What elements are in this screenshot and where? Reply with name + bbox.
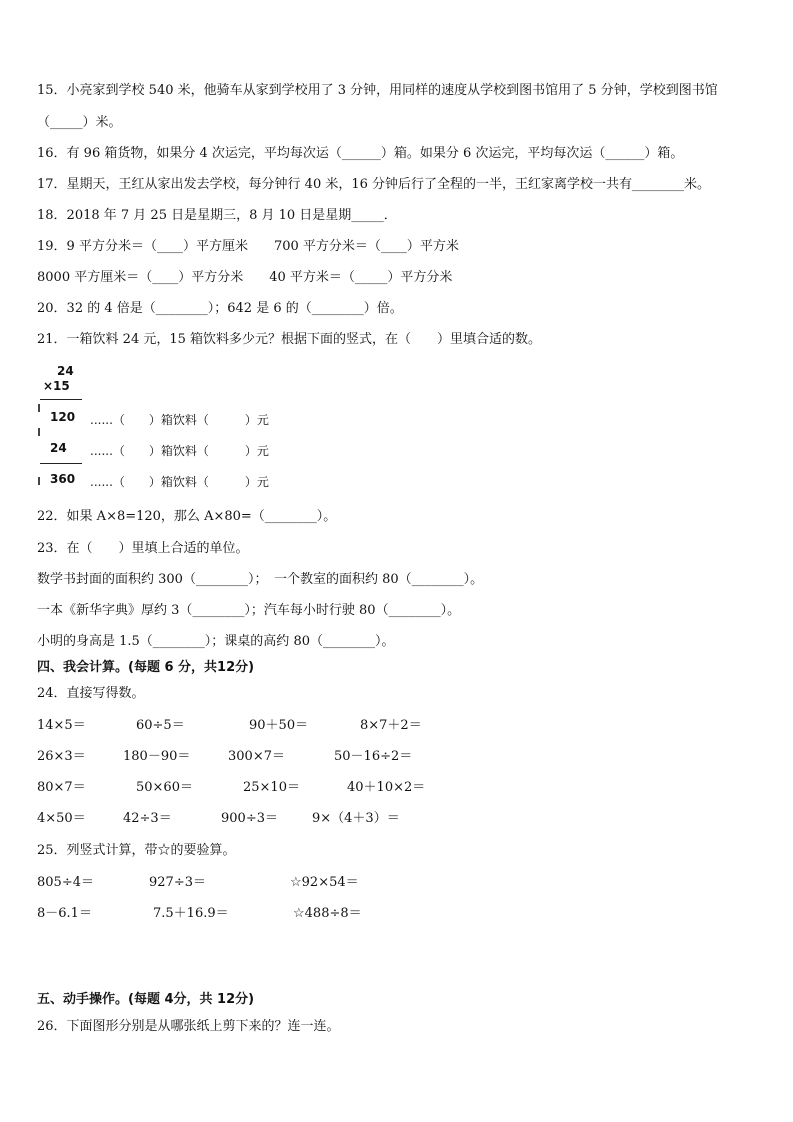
question-23: 23．在（ ）里填上合适的单位。 (37, 541, 249, 556)
q25-item: ☆488÷8＝ (293, 906, 362, 921)
question-19-line1: 19．9 平方分米＝（____）平方厘米 700 平方分米＝（____）平方米 (37, 239, 459, 254)
partial-product-2: 24 (50, 441, 67, 455)
section-5-heading: 五、动手操作。(每题 4分，共 12分) (37, 992, 255, 1007)
question-24: 24．直接写得数。 (37, 686, 145, 701)
q24-item: 90＋50＝ (249, 718, 309, 733)
question-18: 18．2018 年 7 月 25 日是星期三，8 月 10 日是星期_____． (37, 208, 397, 223)
q24-item: 180－90＝ (123, 749, 191, 764)
q25-item: 8－6.1＝ (37, 906, 92, 921)
question-25: 25．列竖式计算，带☆的要验算。 (37, 843, 236, 858)
q24-item: 42÷3＝ (123, 811, 172, 826)
q24-item: 9×（4＋3）＝ (312, 811, 400, 826)
note-row-1: ......（ ）箱饮料（ ）元 (90, 413, 269, 427)
q24-item: 25×10＝ (243, 780, 300, 795)
partial-product-1: 120 (50, 410, 76, 424)
question-23-item-c: 小明的身高是 1.5（________）；课桌的高约 80（________）。 (37, 634, 395, 649)
q24-item: 50×60＝ (136, 780, 193, 795)
question-21: 21．一箱饮料 24 元，15 箱饮料多少元？根据下面的竖式，在（ ）里填合适的数。 (37, 332, 542, 347)
q24-item: 900÷3＝ (221, 811, 278, 826)
multiplicand: 24 (57, 364, 74, 378)
q25-item: 927÷3＝ (149, 875, 206, 890)
q24-item: 80×7＝ (37, 780, 86, 795)
tick-mark-2 (38, 428, 40, 436)
q24-item: 8×7＋2＝ (360, 718, 422, 733)
note-row-2: ......（ ）箱饮料（ ）元 (90, 444, 269, 458)
q24-item: 40＋10×2＝ (347, 780, 426, 795)
q25-item: 805÷4＝ (37, 875, 94, 890)
question-15-line2: （_____）米。 (37, 115, 122, 130)
question-19-line2: 8000 平方厘米＝（____）平方分米 40 平方米＝（_____）平方分米 (37, 270, 453, 285)
multiplier: ×15 (43, 379, 70, 393)
q25-item: ☆92×54＝ (290, 875, 359, 890)
q24-item: 14×5＝ (37, 718, 86, 733)
question-22: 22．如果 A×8=120，那么 A×80=（________）。 (37, 509, 337, 524)
question-15-line1: 15．小亮家到学校 540 米，他骑车从家到学校用了 3 分钟，用同样的速度从学校到图书馆用了 5 分钟，学校到图书馆 (37, 83, 718, 98)
question-17: 17．星期天，王红从家出发去学校，每分钟行 40 米，16 分钟后行了全程的一半，王红家离学校一共有________米。 (37, 177, 711, 192)
q25-item: 7.5＋16.9＝ (153, 906, 229, 921)
question-26: 26．下面图形分别是从哪张纸上剪下来的？连一连。 (37, 1019, 340, 1034)
section-4-heading: 四、我会计算。(每题 6 分，共12分) (37, 660, 255, 675)
question-23-item-b: 一本《新华字典》厚约 3（________）；汽车每小时行驶 80（________）。 (37, 603, 461, 618)
question-23-item-a: 数学书封面的面积约 300（________）； 一个教室的面积约 80（________）。 (37, 572, 484, 587)
q24-item: 26×3＝ (37, 749, 86, 764)
rule-line-2 (40, 463, 82, 464)
question-20: 20．32 的 4 倍是（________）；642 是 6 的（________）倍。 (37, 301, 403, 316)
tick-mark-1 (38, 404, 40, 412)
q24-item: 60÷5＝ (136, 718, 185, 733)
q24-item: 4×50＝ (37, 811, 86, 826)
q24-item: 300×7＝ (228, 749, 285, 764)
product: 360 (50, 472, 76, 486)
note-row-3: ......（ ）箱饮料（ ）元 (90, 475, 269, 489)
tick-mark-3 (38, 477, 40, 485)
q24-item: 50－16÷2＝ (334, 749, 413, 764)
rule-line-1 (40, 399, 82, 400)
question-16: 16．有 96 箱货物，如果分 4 次运完，平均每次运（______）箱。如果分 6 次运完，平均每次运（______）箱。 (37, 146, 684, 161)
